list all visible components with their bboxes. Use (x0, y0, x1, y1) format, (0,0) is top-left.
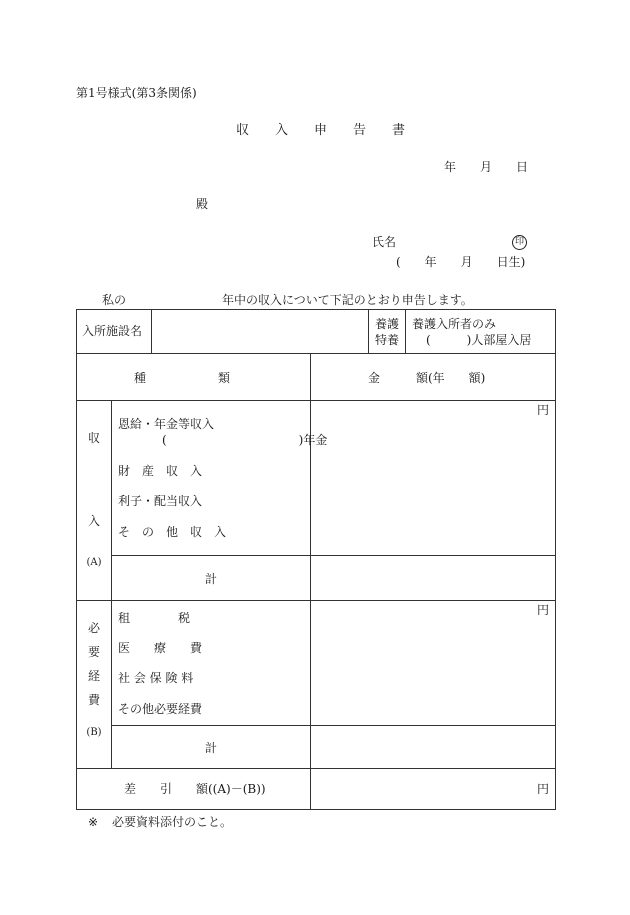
facility-label: 入所施設名 (82, 324, 143, 338)
income-amount-field[interactable] (313, 402, 553, 552)
expense-group-char-1: 必 (87, 621, 100, 635)
expense-group-char-2: 要 (87, 645, 100, 659)
date-line: 年 月 日 (444, 160, 529, 174)
difference-label: 差 引 額((A)－(B)) (124, 782, 266, 796)
col-header-type: 種 類 (134, 371, 231, 385)
expense-subtotal-label: 計 (205, 741, 218, 755)
form-number: 第1号様式(第3条関係) (76, 86, 197, 100)
expense-other: その他必要経費 (118, 702, 203, 716)
income-yen-unit: 円 (537, 403, 550, 417)
expense-group-char-4: 費 (87, 693, 100, 707)
room-type: ( )人部屋入居 (426, 333, 532, 347)
care-label-tokuyo: 特養 (375, 333, 400, 347)
seal-mark (512, 234, 527, 250)
income-group-char-2: 入 (87, 514, 100, 528)
difference-yen-unit: 円 (537, 782, 550, 796)
income-interest: 利子・配当収入 (118, 494, 203, 508)
footnote-text: 必要資料添付のこと。 (112, 815, 233, 829)
expense-medical: 医 療 費 (118, 641, 203, 655)
difference-amount-field[interactable] (313, 770, 533, 807)
income-group-label: (A) (86, 557, 102, 568)
income-group-char-1: 収 (87, 431, 100, 445)
income-pension: 恩給・年金等収入 (118, 417, 215, 431)
income-pension-type: ( )年金 (162, 433, 328, 447)
facility-name-field[interactable] (154, 311, 366, 351)
footnote-mark: ※ (88, 815, 99, 829)
income-subtotal-label: 計 (205, 572, 218, 586)
income-other: そ の 他 収 入 (118, 525, 227, 539)
birth-date-line: ( 年 月 日生) (396, 255, 526, 269)
expense-tax: 租 税 (118, 611, 191, 625)
care-label-yogo: 養護 (375, 317, 400, 331)
statement-subject: 私の (102, 293, 127, 307)
document-title: 収 入 申 告 書 (236, 123, 406, 138)
expense-amount-field[interactable] (313, 602, 553, 723)
expense-group-label: (B) (86, 727, 102, 738)
addressee-suffix: 殿 (196, 197, 209, 211)
statement-text: 年中の収入について下記のとおり申告します。 (222, 293, 473, 307)
name-label: 氏名 (372, 235, 397, 249)
seal-icon: 印 (512, 235, 527, 250)
income-property: 財 産 収 入 (118, 464, 203, 478)
expense-subtotal-field[interactable] (313, 727, 553, 766)
expense-social-insurance: 社 会 保 険 料 (118, 671, 194, 685)
care-note: 養護入所者のみ (412, 317, 497, 331)
expense-yen-unit: 円 (537, 603, 550, 617)
col-header-amount: 金 額(年 額) (368, 371, 486, 385)
income-subtotal-field[interactable] (313, 557, 553, 598)
expense-group-char-3: 経 (87, 669, 100, 683)
